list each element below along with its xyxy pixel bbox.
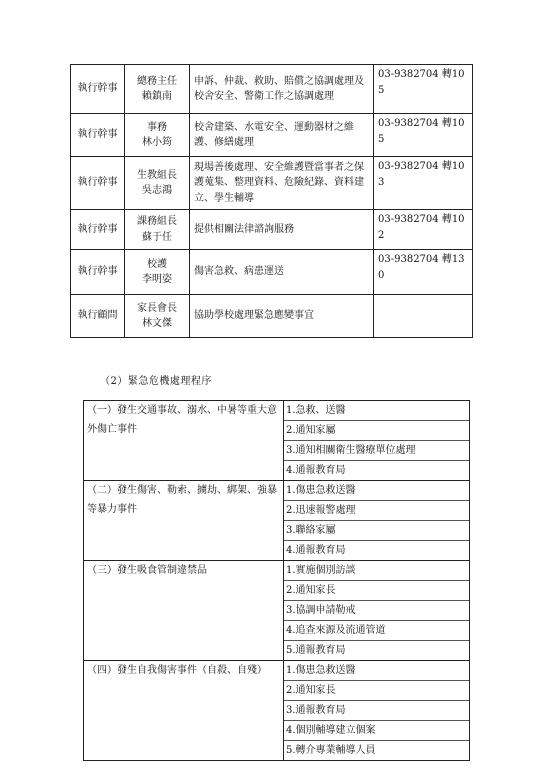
event-text: （四）發生自我傷害事件（自殺、自殘） [87,665,267,676]
list-item: 1.實施個別訪談 [286,565,356,576]
table-row [71,157,473,210]
steps-cell [284,561,470,661]
duty-cell: 協助學校處理緊急應變事宜 [190,295,374,338]
list-item: 2.通知家長 [284,580,469,600]
list-item: 2.通知家屬 [284,420,469,440]
phone-cell: 03-9382704 轉105 [374,65,473,114]
title-name-cell [125,65,190,114]
event-text: （三）發生吸食管制違禁品 [87,565,207,576]
event-text: （二）發生傷害、勒索、擄劫、綁架、強暴等暴力事件 [87,485,277,515]
event-cell [84,481,284,561]
list-item: 3.協調申請勒戒 [284,600,469,620]
title-name-cell [125,157,190,210]
table-row [71,114,473,157]
role-cell: 執行幹事 [71,250,125,295]
staff-responsibility-table [70,64,473,338]
table-row [84,561,470,661]
list-item: 1.傷患急救送醫 [286,485,356,496]
table-row [84,481,470,561]
list-item: 4.個別輔導建立個案 [284,720,469,740]
role-cell: 執行幹事 [71,210,125,250]
staff-title: 校護 [147,258,167,270]
staff-name: 吳志鴻 [142,185,172,196]
list-item: 4.通報教育局 [284,460,469,480]
list-item: 1.急救、送醫 [286,405,346,416]
list-item: 3.聯絡家屬 [284,520,469,540]
table-row [84,661,470,761]
title-name-cell [125,114,190,157]
event-text: （一）發生交通事故、溺水、中暑等重大意外傷亡事件 [87,405,277,435]
role-cell: 執行幹事 [71,114,125,157]
duty-cell: 提供相關法律諮詢服務 [190,210,374,250]
staff-title: 課務組長 [137,216,177,227]
section-title: （2）緊急危機處理程序 [100,376,212,387]
list-item: 3.通報教育局 [284,700,469,720]
list-item: 2.迅速報警處理 [284,500,469,520]
staff-title: 事務 [147,121,167,133]
phone-cell: 03-9382704 轉105 [374,114,473,157]
title-name-cell [125,210,190,250]
table-row [71,295,473,338]
staff-name: 林文傑 [142,318,172,329]
title-name-cell [125,250,190,295]
staff-name: 林小筠 [142,137,172,148]
list-item: 4.通報教育局 [284,540,469,560]
phone-cell: 03-9382704 轉130 [374,250,473,295]
staff-name: 李明姿 [142,274,172,285]
list-item: 5.通報教育局 [284,640,469,660]
staff-name: 蘇于任 [142,231,172,243]
duty-cell: 現場善後處理、安全維護暨當事者之保護蒐集、整理資料、危險紀錄、資料建立、學生輔導 [190,157,374,210]
list-item: 4.追查來源及流通管道 [284,620,469,640]
role-cell: 執行幹事 [71,157,125,210]
steps-cell [284,661,470,761]
list-item: 3.通知相關衛生醫療單位處理 [284,440,469,460]
event-cell [84,561,284,661]
table-row [71,65,473,114]
list-item: 2.通知家長 [284,680,469,700]
steps-cell [284,481,470,561]
duty-cell: 申訴、仲裁、救助、賠償之協調處理及校舍安全、警衛工作之協調處理 [190,65,374,114]
table-row [71,250,473,295]
list-item: 1.傷患急救送醫 [286,665,356,676]
staff-title: 生教組長 [137,169,177,181]
role-cell: 執行顧問 [71,295,125,338]
duty-cell: 傷害急救、病患運送 [190,250,374,295]
event-cell [84,661,284,761]
phone-cell: 03-9382704 轉103 [374,157,473,210]
staff-title: 總務主任 [137,75,177,87]
title-name-cell [125,295,190,338]
steps-cell [284,401,470,481]
phone-cell [374,295,473,338]
list-item: 5.轉介專業輔導人員 [284,740,469,760]
phone-cell: 03-9382704 轉102 [374,210,473,250]
staff-name: 賴鎮南 [142,91,172,102]
duty-cell: 校舍建築、水電安全、運動器材之維護、修繕處理 [190,114,374,157]
staff-title: 家長會長 [137,302,177,314]
table-row [71,210,473,250]
emergency-procedure-table [83,400,470,761]
table-row [84,401,470,481]
role-cell: 執行幹事 [71,65,125,114]
event-cell [84,401,284,481]
